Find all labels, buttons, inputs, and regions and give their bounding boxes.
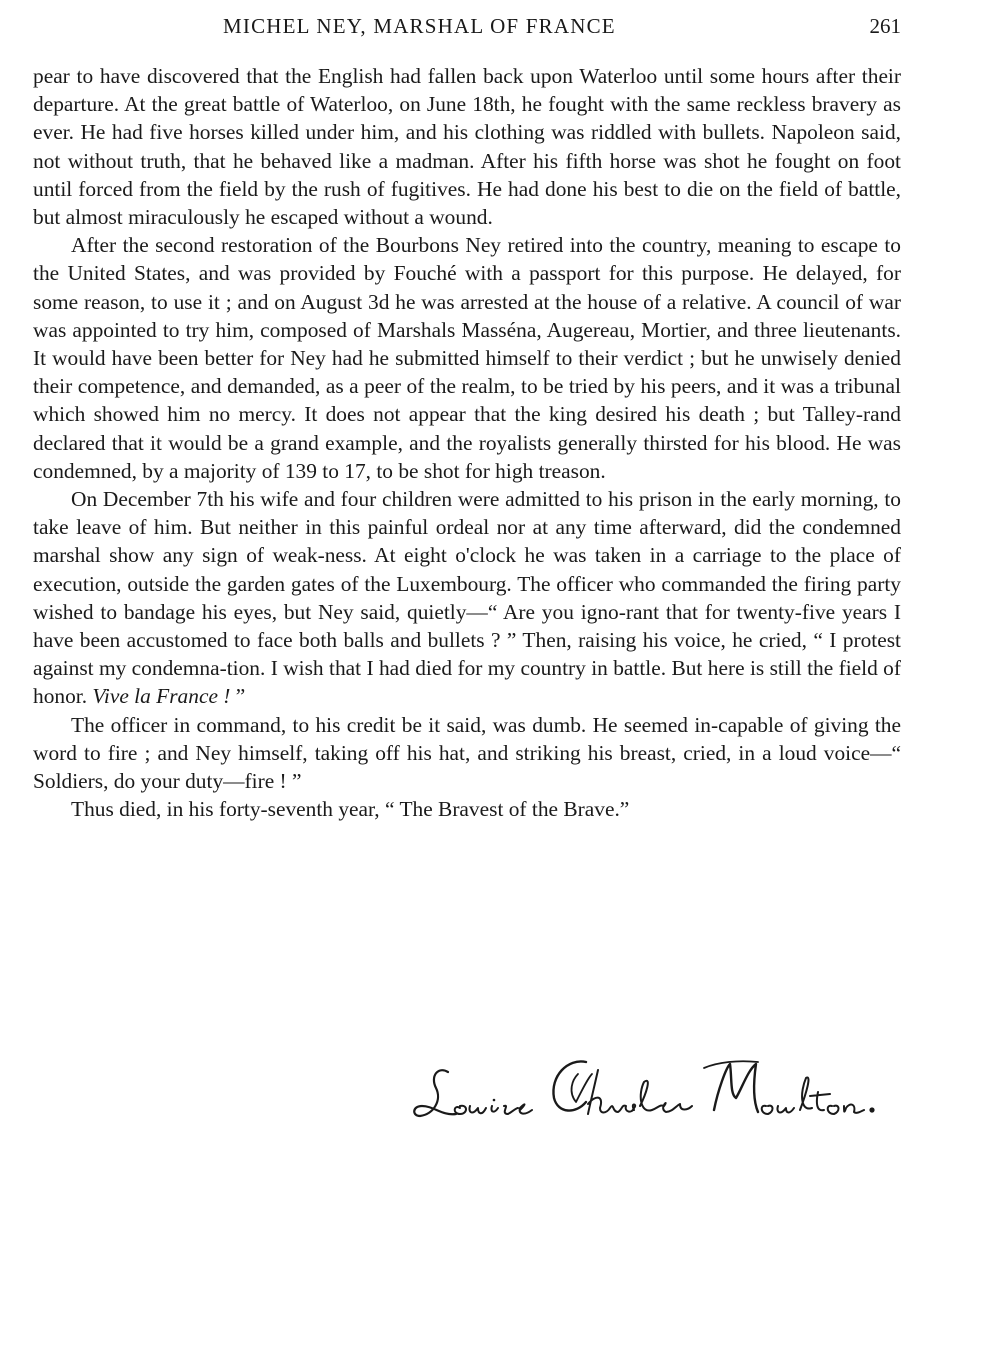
- paragraph-4: The officer in command, to his credit be it said, was dumb. He seemed in-capable of giving the word to fire ; and Ney himself, taking off his hat, and striking his breast, cried, in a loud voice—“ Soldiers, do your duty—fire ! ”: [33, 712, 901, 794]
- paragraph-2: After the second restoration of the Bourbons Ney retired into the country, meaning to escape to the United States, and was provided by Fouché with a passport for this purpose. He delayed, for some reason, to use it ; and on August 3d he was arrested at the house of a relative. A council of war was appointed to try him, composed of Marshals Masséna, Augereau, Mortier, and three lieutenants. It would have been better for Ney had he submitted himself to their verdict ; but he unwisely denied their competence, and demanded, as a peer of the realm, to be tried by his peers, and it was a tribunal which showed him no mercy. It does not appear that the king desired his death ; but Talley-rand declared that it would be a grand example, and the royalists generally thirsted for his blood. He was condemned, by a majority of 139 to 17, to be shot for high treason.: [33, 233, 901, 483]
- paragraph-1: pear to have discovered that the English had fallen back upon Waterloo until some hours after their departure. At the great battle of Waterloo, on June 18th, he fought with the same reckless bravery as ever. He had five horses killed under him, and his clothing was riddled with bullets. Napoleon said, not without truth, that he behaved like a madman. After his fifth horse was shot he fought on foot until forced from the field by the rush of fugitives. He had done his best to die on the field of battle, but almost miraculously he escaped without a wound.: [33, 64, 901, 230]
- paragraph-5: Thus died, in his forty-seventh year, “ The Bravest of the Brave.”: [71, 797, 630, 822]
- running-title: MICHEL NEY, MARSHAL OF FRANCE: [223, 14, 616, 38]
- body-text: [33, 62, 901, 823]
- page-header: [33, 14, 901, 44]
- page-number: 261: [869, 14, 901, 38]
- author-signature: [408, 1048, 888, 1134]
- paragraph-3-text: On December 7th his wife and four children were admitted to his prison in the early morning, to take leave of him. But neither in this painful ordeal nor at any time afterward, did the condemned marshal show any sign of weak-ness. At eight o'clock he was taken in a carriage to the place of execution, outside the garden gates of the Luxembourg. The officer who commanded the firing party wished to bandage his eyes, but Ney said, quietly—“ Are you igno-rant that for twenty-five years I have been accustomed to face both balls and bullets ? ” Then, raising his voice, he cried, “ I protest against my condemna-tion. I wish that I had died for my country in battle. But here is still the field of honor.: [33, 487, 901, 709]
- paragraph-3-closing-quote: ”: [230, 684, 246, 709]
- paragraph-3: [33, 485, 901, 711]
- signature-script: [408, 1048, 888, 1134]
- vive-la-france-italic: Vive la France !: [92, 684, 231, 709]
